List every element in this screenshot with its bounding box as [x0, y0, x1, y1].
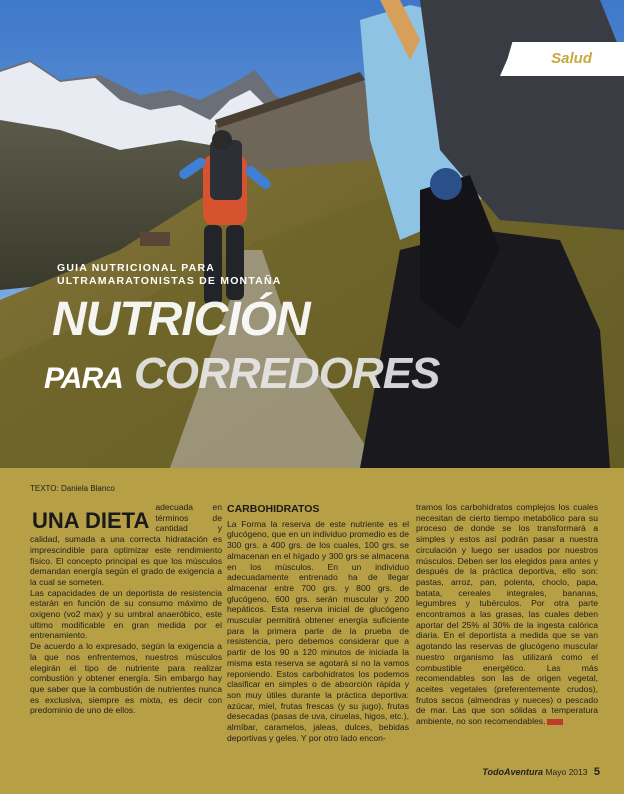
paragraph	[30, 502, 222, 588]
kicker-line-1: GUIA NUTRICIONAL PARA	[57, 262, 216, 274]
page-number: 5	[593, 766, 600, 778]
magazine-name: TodoAventura	[482, 767, 544, 777]
main-title-line-1: NUTRICIÓN	[52, 293, 310, 346]
paragraph: La Forma la reserva de este nutriente es el glucógeno, que en un individuo promedio es de 300 grs. a 400 grs. de los cuales, 100 grs. se almacenan en el hígado y 300 grs se almacena en los músculos. En un individuo adecuadamente entrenado ha de llegar almacenar entre 700 grs. y 800 grs. de glucógeno, 600 grs. serán muscular y 200 hepáticos. Esta reserva inicial de glucógeno muscular permitirá obtener energía suficiente para la primera parte de la prueba de resistencia, pero debemos considerar que a partir de los 90 a 120 minutos de iniciada la misma esta reserva se agotará si no la vamos reponiendo. Estos carbohidratos los podemos clasificar en simples o de absorción rápida y son muy útiles durante la práctica deportiva: azúcar, miel, frutas frescas (y su jugo), frutas desecadas (pasas de uva, ciruelas, higos, etc.), almíbar, caramelos, jaleas, dulces, bebidas deportivas y geles. Y por otro lado encon-	[227, 518, 409, 743]
main-title-line-2	[44, 349, 440, 401]
kicker-line-2: ULTRAMARATONISTAS DE MONTAÑA	[57, 275, 282, 287]
column-2	[227, 502, 409, 743]
drop-cap: UNA DIETA	[32, 508, 150, 533]
end-mark	[547, 719, 563, 725]
paragraph-text: adecuada en términos de cantidad y calidad, sumada a una correcta hidratación es imprescindible para optimizar este rendimiento físico. El concepto principal es que los músculos demandan energía según el grado de exigencia a la cual se someten.	[30, 502, 222, 587]
page-footer	[482, 766, 600, 778]
section-heading: CARBOHIDRATOS	[227, 503, 320, 515]
title-word-para: PARA	[44, 362, 123, 395]
paragraph	[416, 502, 598, 727]
kicker	[57, 262, 282, 288]
title-word-corredores: CORREDORES	[134, 349, 440, 398]
byline: TEXTO: Daniela Blanco	[30, 484, 115, 493]
column-1	[30, 502, 222, 716]
issue-date: Mayo 2013	[545, 767, 588, 777]
paragraph: De acuerdo a lo expresado, según la exigencia a la que nos enfrentemos, nuestros músculos elegirán el tipo de nutriente para realizar combustión y obtener energía. Sin embargo hay que saber que la combustión de nutrientes nunca es exclusiva, siempre es mixta, es decir con predominio de uno de ellos.	[30, 641, 222, 716]
paragraph: Las capacidades de un deportista de resistencia estarán en función de su consumo máximo de oxigeno (vo2 max) y su umbral anaeróbico, este ultimo modificable en gran medida por el entrenamiento.	[30, 587, 222, 641]
column-3	[416, 502, 598, 727]
paragraph-text: tramos los carbohidratos complejos los cuales necesitan de cierto tiempo metabólico para su proceso de donde se los transformará a simples y estos así podrán pasar a nuestra circulación y luego ser usados por nuestros músculos. Deben ser los elegidos para antes y después de la práctica deportiva, ello son: pastas, arroz, pan, polenta, choclo, papa, batata, cereales integrales, bananas, legumbres y tubérculos. Por otra parte encontramos a las grasas, las cuales deben aportar del 25% al 30% de la ingesta calórica diaria. En el deportista a medida que se van agotando las reservas de glucógeno muscular nuestro organismo las utilizará como el combustible energético. Las más recomendables son las de origen vegetal, aceites vegetales (preferentemente crudos), frutos secos (almendras y nueces) o pescado de mar. Las que son sólidas a temperatura ambiente, no son recomendables.	[416, 502, 598, 727]
section-tag: Salud	[551, 50, 592, 67]
